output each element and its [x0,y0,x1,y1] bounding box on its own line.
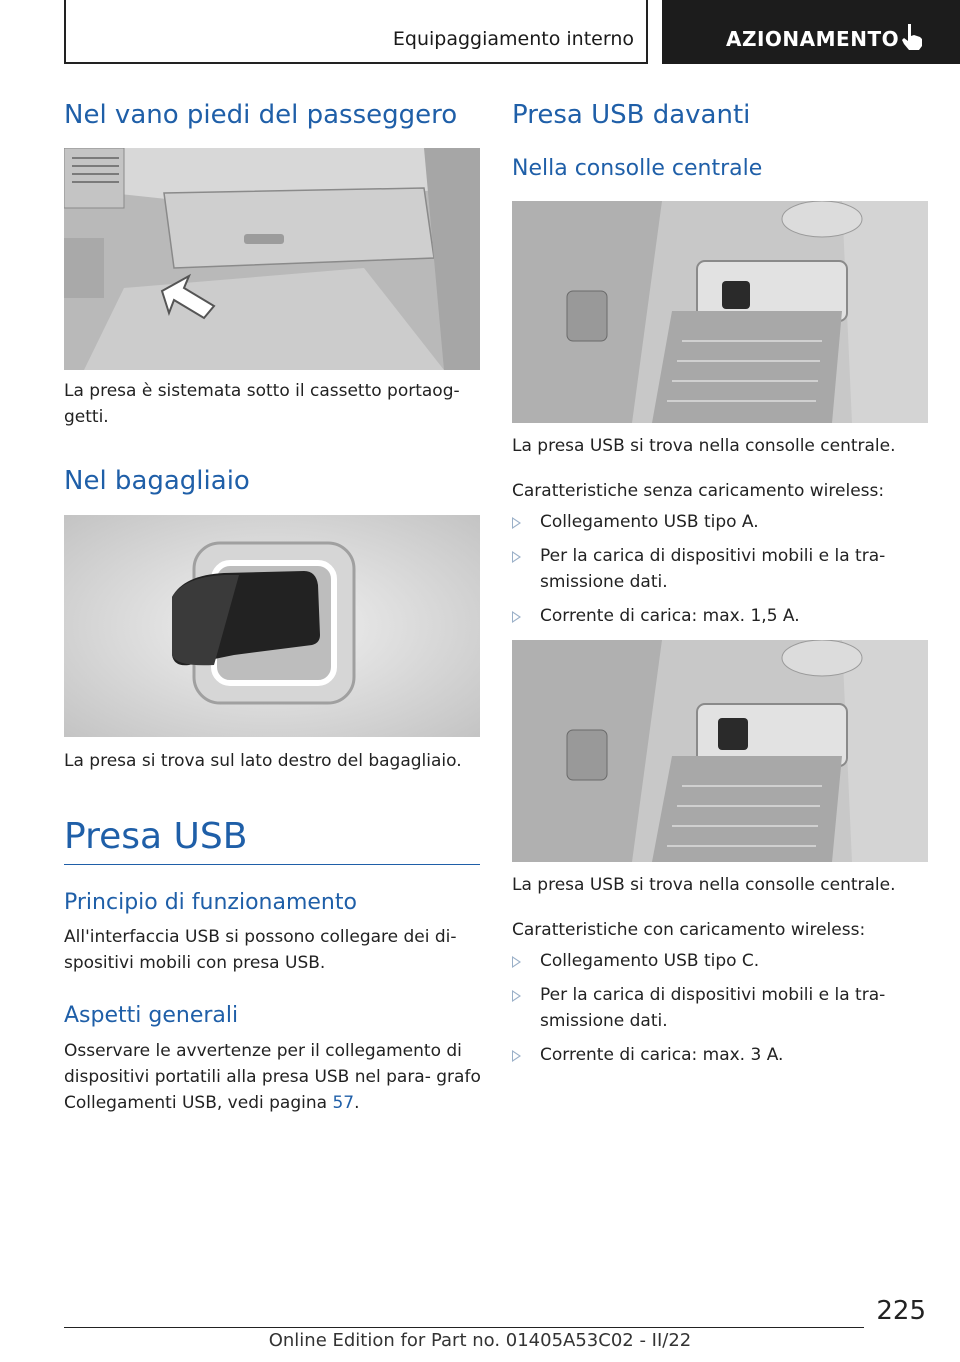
section-rule [64,864,480,865]
luggage-caption: La presa si trova sul lato destro del bagagliaio. [64,751,462,771]
bullet-triangle-icon [512,551,521,563]
usb-section-title: Presa USB [64,816,248,857]
luggage-figure [64,515,480,737]
bullet-triangle-icon [512,990,521,1002]
list-item [512,509,912,535]
footwell-figure [64,148,480,370]
footwell-caption: La presa è sistemata sotto il cassetto portaog- getti. [64,381,460,427]
general-text [64,1038,484,1116]
console-figure-2 [512,640,928,862]
list-item-text: Collegamento USB tipo A. [540,512,759,532]
principle-text: All'interfaccia USB si possono collegare dei di- spositivi mobili con presa USB. [64,927,457,973]
features-list-2 [512,948,912,1076]
bullet-triangle-icon [512,1050,521,1062]
general-text-end: . [354,1093,360,1113]
general-text-body: Osservare le avvertenze per il collegamento di dispositivi portatili alla presa USB nel para- grafo Collegamenti USB, vedi pagina [64,1041,481,1113]
usb-front-title: Presa USB davanti [512,100,751,130]
general-title: Aspetti generali [64,1003,239,1028]
list-item-text: Per la carica di dispositivi mobili e la tra- smissione dati. [540,546,886,592]
section-label: Equipaggiamento interno [392,28,634,50]
center-console-subtitle: Nella consolle centrale [512,156,763,181]
features-list-1 [512,509,912,637]
list-item [512,603,912,629]
list-item [512,982,912,1034]
page-number: 225 [876,1296,926,1326]
list-item [512,1042,912,1068]
footer-rule [64,1327,864,1328]
list-item-text: Corrente di carica: max. 3 A. [540,1045,784,1065]
console-figure-1 [512,201,928,423]
bullet-triangle-icon [512,956,521,968]
header-chapter-tab [662,0,960,64]
principle-title: Principio di funzionamento [64,890,357,915]
pointing-hand-icon [898,22,926,52]
list-item-text: Per la carica di dispositivi mobili e la tra- smissione dati. [540,985,886,1031]
list-item [512,543,912,595]
list-item [512,948,912,974]
bullet-triangle-icon [512,611,521,623]
list-item-text: Corrente di carica: max. 1,5 A. [540,606,800,626]
console-caption-1: La presa USB si trova nella consolle centrale. [512,436,896,456]
chapter-label: AZIONAMENTO [726,27,900,51]
list-item-text: Collegamento USB tipo C. [540,951,760,971]
bullet-triangle-icon [512,517,521,529]
page-link[interactable]: 57 [332,1093,355,1113]
console-caption-2: La presa USB si trova nella consolle centrale. [512,875,896,895]
footwell-title: Nel vano piedi del passeggero [64,100,458,130]
edition-footer: Online Edition for Part no. 01405A53C02 - II/22 [268,1330,692,1351]
features-wireless-on-title: Caratteristiche con caricamento wireless: [512,920,866,940]
header-section-box [64,0,648,64]
features-wireless-off-title: Caratteristiche senza caricamento wireless: [512,481,885,501]
luggage-title: Nel bagagliaio [64,466,250,496]
